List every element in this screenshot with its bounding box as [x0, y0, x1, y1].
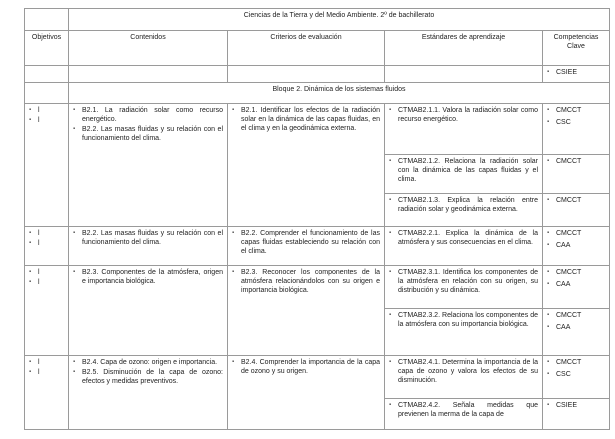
criterio-item: ▪ B2.2. Comprender el funcionamiento de las capas fluidas estableciendo su relación con el clima. — [232, 229, 380, 256]
criterio-item: ▪ B2.4. Comprender la importancia de la capa de ozono y su origen. — [232, 358, 380, 376]
objetivo-item: ▪ l — [29, 358, 64, 367]
estandar-item: ▪ CTMAB2.4.1. Determina la importancia de la capa de ozono y valora los efectos de su disminución. — [389, 358, 538, 385]
contenidos-cell — [69, 266, 228, 356]
col-competencias-header: Competencias Clave — [543, 31, 610, 66]
curriculum-table — [24, 8, 610, 430]
competencia-item: ▪ CAA — [547, 323, 605, 332]
objetivo-item: ▪ l — [29, 278, 64, 287]
competencias-cell — [543, 104, 610, 155]
block-title-row — [25, 83, 610, 104]
col-contenidos-header: Contenidos — [69, 31, 228, 66]
col-objetivos-header: Objetivos — [25, 31, 69, 66]
competencia-item: ▪ CMCCT — [547, 157, 605, 166]
competencia-item: ▪ CSC — [547, 370, 605, 379]
estandar-item: ▪ CTMAB2.1.3. Explica la relación entre radiación solar y geodinámica externa. — [389, 196, 538, 214]
estandar-cell — [385, 266, 543, 309]
competencia-item: ▪ CSIEE — [547, 68, 605, 77]
estandar-cell — [385, 155, 543, 194]
spacer-competencias-cell — [543, 66, 610, 83]
competencias-cell — [543, 227, 610, 266]
competencia-item: ▪ CMCCT — [547, 311, 605, 320]
estandar-cell — [385, 356, 543, 399]
criterio-cell — [228, 104, 385, 227]
estandar-cell — [385, 194, 543, 227]
contenido-item: ▪ B2.2. Las masas fluidas y su relación con el funcionamiento del clima. — [73, 125, 223, 143]
competencias-cell — [543, 266, 610, 309]
competencia-item: ▪ CMCCT — [547, 229, 605, 238]
contenido-item: ▪ B2.4. Capa de ozono: origen e importancia. — [73, 358, 223, 367]
estandar-cell — [385, 227, 543, 266]
estandar-item: ▪ CTMAB2.4.2. Señala medidas que previenen la merma de la capa de — [389, 401, 538, 419]
table-row — [25, 227, 610, 266]
competencia-item: ▪ CMCCT — [547, 268, 605, 277]
objetivo-item: ▪ l — [29, 368, 64, 377]
contenido-item: ▪ B2.3. Componentes de la atmósfera, origen e importancia biológica. — [73, 268, 223, 286]
contenido-item: ▪ B2.1. La radiación solar como recurso energético. — [73, 106, 223, 124]
table-title: Ciencias de la Tierra y del Medio Ambiente. 2º de bachillerato — [69, 9, 610, 31]
estandar-item: ▪ CTMAB2.2.1. Explica la dinámica de la atmósfera y sus consecuencias en el clima. — [389, 229, 538, 247]
criterio-item: ▪ B2.3. Reconocer los componentes de la atmósfera relacionándolos con su origen e importancia biológica. — [232, 268, 380, 295]
objetivo-item: ▪ l — [29, 116, 64, 125]
competencia-item: ▪ CAA — [547, 280, 605, 289]
estandar-cell — [385, 104, 543, 155]
col-estandares-header: Estándares de aprendizaje — [385, 31, 543, 66]
competencia-item: ▪ CSC — [547, 118, 605, 127]
col-criterios-header: Criterios de evaluación — [228, 31, 385, 66]
competencias-cell — [543, 155, 610, 194]
table-row — [25, 266, 610, 309]
objetivo-item: ▪ l — [29, 239, 64, 248]
objetivos-cell — [25, 356, 69, 430]
competencia-item: ▪ CSIEE — [547, 401, 605, 410]
contenidos-cell — [69, 104, 228, 227]
contenidos-cell — [69, 227, 228, 266]
contenido-item: ▪ B2.5. Disminución de la capa de ozono: efectos y medidas preventivos. — [73, 368, 223, 386]
competencia-item: ▪ CMCCT — [547, 106, 605, 115]
contenidos-cell — [69, 356, 228, 430]
criterio-cell — [228, 356, 385, 430]
competencias-cell — [543, 194, 610, 227]
criterio-item: ▪ B2.1. Identificar los efectos de la radiación solar en la dinámica de las capas fluidas, en el clima y en la geodinámica externa. — [232, 106, 380, 133]
objetivos-cell — [25, 266, 69, 356]
column-header-row — [25, 31, 610, 66]
objetivos-cell — [25, 104, 69, 227]
table-row — [25, 104, 610, 155]
table-title-row — [25, 9, 610, 31]
estandar-item: ▪ CTMAB2.3.2. Relaciona los componentes de la atmósfera con su importancia biológica. — [389, 311, 538, 329]
objetivos-cell — [25, 227, 69, 266]
contenido-item: ▪ B2.2. Las masas fluidas y su relación con el funcionamiento del clima. — [73, 229, 223, 247]
block-title: Bloque 2. Dinámica de los sistemas fluidos — [69, 83, 610, 104]
estandar-item: ▪ CTMAB2.3.1. Identifica los componentes de la atmósfera en relación con su origen, su distribución y su dinámica. — [389, 268, 538, 295]
objetivo-item: ▪ l — [29, 229, 64, 238]
objetivo-item: ▪ l — [29, 268, 64, 277]
competencia-item: ▪ CMCCT — [547, 358, 605, 367]
estandar-item: ▪ CTMAB2.1.2. Relaciona la radiación solar con la dinámica de las capas fluidas y el clima. — [389, 157, 538, 184]
competencia-item: ▪ CMCCT — [547, 196, 605, 205]
estandar-item: ▪ CTMAB2.1.1. Valora la radiación solar como recurso energético. — [389, 106, 538, 124]
table-row — [25, 356, 610, 399]
criterio-cell — [228, 266, 385, 356]
competencias-cell — [543, 309, 610, 356]
estandar-cell — [385, 309, 543, 356]
competencias-cell — [543, 399, 610, 430]
competencia-item: ▪ CAA — [547, 241, 605, 250]
competencias-cell — [543, 356, 610, 399]
title-blank-cell — [25, 9, 69, 31]
estandar-cell — [385, 399, 543, 430]
objetivo-item: ▪ l — [29, 106, 64, 115]
spacer-row — [25, 66, 610, 83]
criterio-cell — [228, 227, 385, 266]
